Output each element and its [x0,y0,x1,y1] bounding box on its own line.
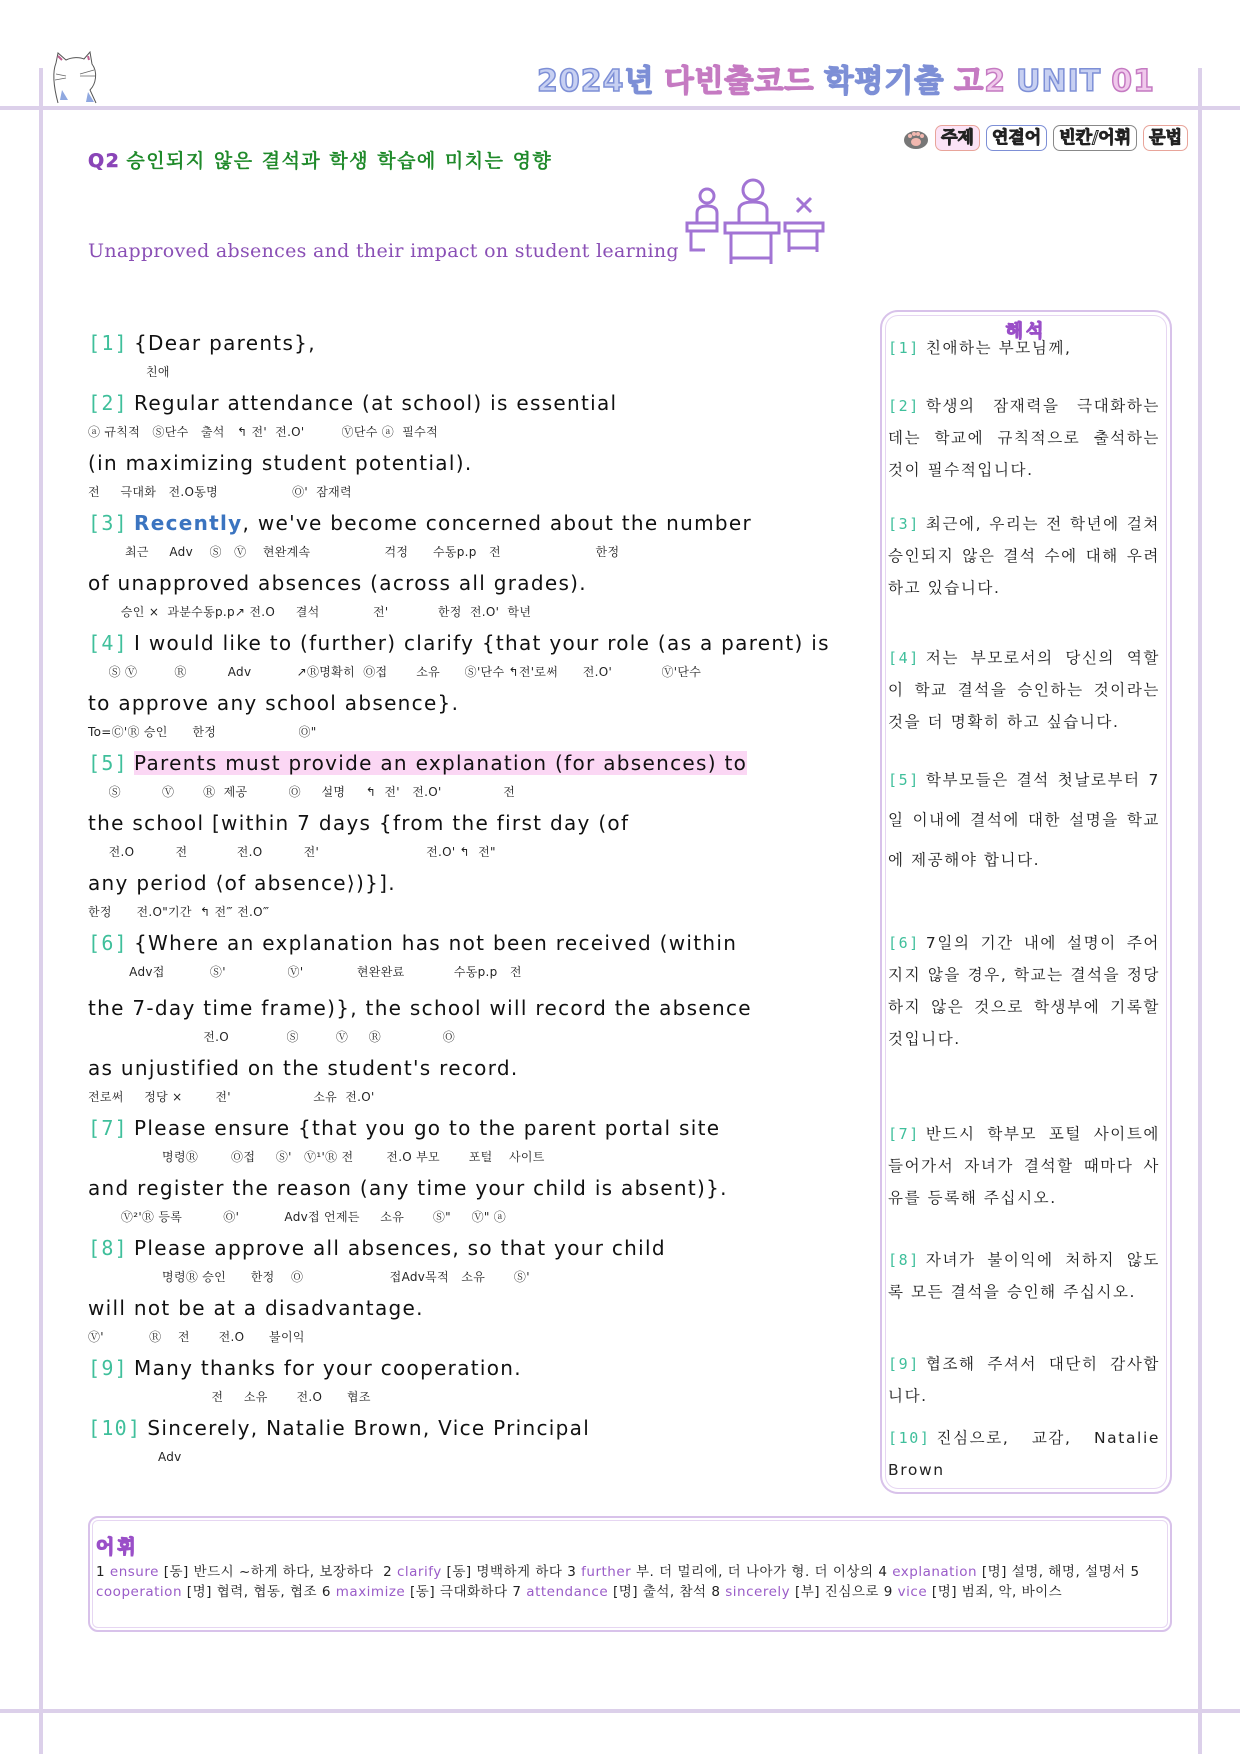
sentence-4-cont: to approve any school absence}. [88,691,460,715]
sentence-text: , we've become concerned about the number [242,511,752,535]
tag-connective[interactable]: 연결어 [986,125,1047,151]
grammar-annotation: ⓐ 규칙적 Ⓢ단수 출석 ↰ 전' 전.O' Ⓥ단수 ⓐ 필수적 [88,425,438,439]
translation-text: 친애하는 부모님께, [925,339,1072,357]
translation-item [888,1244,1160,1308]
category-tags [903,125,1188,151]
grammar-annotation: 한정 전.O"기간 ↰ 전‴ 전.O‴ [88,905,270,919]
sentence-1 [88,328,848,358]
title-part: 다빈출코드 [664,64,815,99]
title-part: 고2 [954,64,1007,99]
translation-number: [5] [888,771,920,789]
translation-number: [3] [888,515,920,533]
grammar-annotation: 전 소유 전.O 협조 [88,1390,371,1404]
sentence-2-cont: (in maximizing student potential). [88,451,473,475]
translation-number: [9] [888,1355,920,1373]
translation-text: 학생의 잠재력을 극대화하는 데는 학교에 규칙적으로 출석하는 것이 필수적입니다. [888,397,1160,479]
vocabulary-list [96,1562,1164,1602]
vocab-word: attendance [526,1584,609,1600]
sentence-5 [88,748,848,778]
translation-text: 저는 부모로서의 당신의 역할이 학교 결석을 승인하는 것이라는 것을 더 명확히 하고 싶습니다. [888,649,1160,731]
title-part: UNIT [1016,64,1102,99]
header-rule [0,106,1240,110]
grammar-annotation: Ⓥ²'Ⓡ 등록 Ⓞ' Adv접 언제든 소유 Ⓢ" Ⓥ" ⓐ [88,1210,507,1224]
sentence-3-cont: of unapproved absences (across all grades). [88,571,587,595]
sentence-number: [5] [88,751,129,775]
sentence-number: [3] [88,511,129,535]
sentence-8 [88,1233,848,1263]
sentence-number: [9] [88,1356,129,1380]
sentence-text: {Where an explanation has not been received (within [134,931,738,955]
vocab-item: 3 further 부. 더 멀리에, 더 나아가 형. 더 이상의 [567,1564,874,1580]
sentence-number: [8] [88,1236,129,1260]
sentence-text: Please approve all absences, so that your child [134,1236,666,1260]
tag-blank-vocab[interactable]: 빈칸/어휘 [1053,125,1137,151]
translation-item [888,390,1160,486]
sentence-text: {Dear parents}, [134,331,316,355]
cat-mascot-icon [50,48,122,104]
grammar-annotation: 전.O Ⓢ Ⓥ Ⓡ Ⓞ [88,1030,456,1044]
question-number: Q2 [88,150,121,172]
translation-number: [2] [888,397,920,415]
vocab-item: 4 explanation [명] 설명, 해명, 설명서 [878,1564,1126,1580]
translation-number: [6] [888,934,920,952]
question-title-ko: 승인되지 않은 결석과 학생 학습에 미치는 영향 [126,150,553,172]
vocab-word: cooperation [96,1584,182,1600]
grammar-annotation: 승인 × 과분수동p.p↗ 전.O 결석 전' 한정 전.O' 학년 [88,605,532,619]
grammar-annotation: 최근 Adv Ⓢ Ⓥ 현완계속 걱정 수동p.p 전 한정 [88,545,620,559]
translation-text: 협조해 주셔서 대단히 감사합니다. [888,1355,1160,1405]
vocab-word: clarify [396,1564,442,1580]
question-title [88,146,552,173]
vocab-item: 1 ensure [동] 반드시 ~하게 하다, 보장하다 [96,1564,374,1580]
sentence-number: [2] [88,391,129,415]
grammar-annotation: Ⓢ Ⓥ Ⓡ 제공 Ⓞ 설명 ↰ 전' 전.O' 전 [88,785,516,799]
translation-item [888,1348,1160,1412]
sentence-text: Regular attendance (at school) is essential [134,391,618,415]
annotated-passage [88,328,848,1473]
sentence-7 [88,1113,848,1143]
grammar-annotation: 친애 [146,365,170,379]
vocab-item: 5 cooperation [명] 협력, 협동, 협조 [96,1564,1140,1600]
title-part: 학평기출 [824,64,945,99]
grammar-annotation: Ⓢ Ⓥ Ⓡ Adv ↗Ⓡ명확히 Ⓞ접 소유 Ⓢ'단수 ↰전'로써 전.O' Ⓥ'단수 [88,665,702,679]
sentence-5-cont: the school [within 7 days {from the first day (of [88,811,630,835]
vocab-item: 7 attendance [명] 출석, 참석 [512,1584,707,1600]
translation-number: [4] [888,649,920,667]
sentence-number: [7] [88,1116,129,1140]
translation-number: [7] [888,1125,920,1143]
vocabulary-box [88,1516,1172,1632]
translation-text: 7일의 기간 내에 설명이 주어지지 않을 경우, 학교는 결석을 정당하지 않은 것으로 학생부에 기록할 것입니다. [888,934,1160,1048]
sentence-number: [4] [88,631,129,655]
translation-item [888,1422,1160,1486]
translation-item [888,332,1160,364]
sentence-6 [88,928,848,958]
sentence-6-cont: the 7-day time frame)}, the school will record the absence [88,996,752,1020]
grammar-annotation: 전.O 전 전.O 전' 전.O' ↰ 전" [88,845,496,859]
vocab-word: vice [897,1584,928,1600]
vocab-word: ensure [109,1564,159,1580]
sentence-8-cont: will not be at a disadvantage. [88,1296,424,1320]
grammar-annotation: Adv접 Ⓢ' Ⓥ' 현완완료 수동p.p 전 [88,965,522,979]
translation-item [888,508,1160,604]
translation-text: 최근에, 우리는 전 학년에 걸쳐 승인되지 않은 결석 수에 대해 우려하고 있습니다. [888,515,1160,597]
sentence-10 [88,1413,848,1443]
sentence-7-cont: and register the reason (any time your child is absent)}. [88,1176,728,1200]
vocab-word: maximize [335,1584,406,1600]
translation-item [888,760,1160,880]
left-margin-rule [39,68,43,1754]
grammar-annotation: To=Ⓒ'Ⓡ 승인 한정 Ⓞ" [88,725,317,739]
grammar-annotation: Adv [88,1450,182,1464]
title-part: 2024년 [536,64,655,99]
sentence-text: I would like to (further) clarify {that your role (as a parent) is [134,631,830,655]
sentence-text: Please ensure {that you go to the parent portal site [134,1116,721,1140]
emphasized-adverb: Recently [134,511,243,535]
grammar-annotation: 전 극대화 전.O동명 Ⓞ' 잠재력 [88,485,352,499]
grammar-annotation: 전로써 정당 × 전' 소유 전.O' [88,1090,375,1104]
title-part: 01 [1111,64,1155,99]
grammar-annotation: Ⓥ' Ⓡ 전 전.O 불이익 [88,1330,305,1344]
translation-title: 해석 [1005,321,1047,342]
translation-text: 자녀가 불이익에 처하지 않도록 모든 결석을 승인해 주십시오. [888,1251,1160,1301]
translation-text: 반드시 학부모 포털 사이트에 들어가서 자녀가 결석할 때마다 사유를 등록해 주십시오. [888,1125,1160,1207]
vocab-word: sincerely [725,1584,791,1600]
vocab-item: 2 clarify [동] 명백하게 하다 [383,1564,563,1580]
vocab-item: 8 sincerely [부] 진심으로 [711,1584,879,1600]
sentence-5-cont2: any period ⟨of absence⟩)}]. [88,871,396,895]
translation-text: 학부모들은 결석 첫날로부터 7일 이내에 결석에 대한 설명을 학교에 제공해야 합니다. [888,771,1160,869]
tag-grammar[interactable]: 문법 [1143,125,1188,151]
sentence-text: Many thanks for your cooperation. [134,1356,522,1380]
sentence-9 [88,1353,848,1383]
translation-panel [880,310,1172,1494]
sentence-2 [88,388,848,418]
translation-number: [10] [888,1429,931,1447]
vocab-item: 6 maximize [동] 극대화하다 [321,1584,508,1600]
grammar-annotation: 명령Ⓡ 승인 한정 Ⓞ 접Adv목적 소유 Ⓢ' [88,1270,530,1284]
question-title-en: Unapproved absences and their impact on student learning [88,240,679,262]
translation-item [888,1118,1160,1214]
translation-text: 진심으로, 교감, Natalie Brown [888,1429,1160,1479]
vocab-word: explanation [892,1564,978,1580]
translation-number: [1] [888,339,920,357]
translation-item [888,642,1160,738]
sentence-3 [88,508,848,538]
vocabulary-title: 어휘 [96,1536,139,1558]
sentence-number: [6] [88,931,129,955]
sentence-6-cont2: as unjustified on the student's record. [88,1056,519,1080]
footer-rule [0,1709,1240,1713]
sentence-number: [1] [88,331,129,355]
paw-icon [903,127,929,149]
translation-number: [8] [888,1251,920,1269]
right-margin-rule [1198,68,1202,1754]
sentence-4 [88,628,848,658]
highlighted-topic-sentence: Parents must provide an explanation (for absences) to [134,751,748,775]
grammar-annotation: 명령Ⓡ Ⓞ접 Ⓢ' Ⓥ¹'Ⓡ 전 전.O 부모 포털 사이트 [88,1150,545,1164]
classroom-desks-icon [685,178,835,268]
vocab-item: 9 vice [명] 범죄, 악, 바이스 [883,1584,1063,1600]
tag-topic[interactable]: 주제 [935,125,980,151]
translation-item [888,927,1160,1055]
sentence-number: [10] [88,1416,142,1440]
header-title [527,56,1155,100]
vocab-word: further [581,1564,632,1580]
sentence-text: Sincerely, Natalie Brown, Vice Principal [147,1416,591,1440]
